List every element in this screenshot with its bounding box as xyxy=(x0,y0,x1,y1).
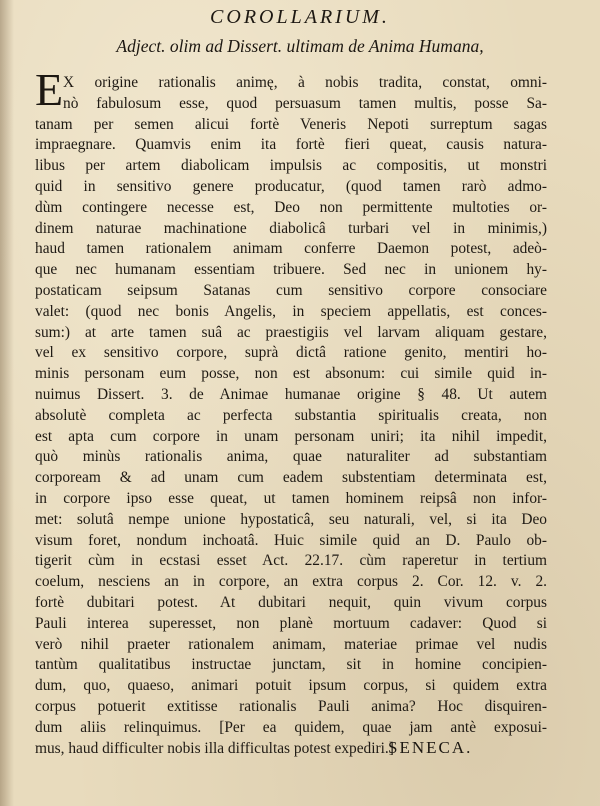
text-line: visum foret, nondum inchoatâ. Huic simile quid an D. Paulo ob- xyxy=(35,531,547,549)
text-line: X origine rationalis animę, à nobis tradita, constat, omni- xyxy=(63,74,547,91)
text-line: absolutè completa ac perfecta substantia spiritualis creata, non xyxy=(35,406,547,424)
text-line: mus, haud difficulter nobis illa difficultas potest expediri.] xyxy=(35,739,394,757)
page-subtitle: Adject. olim ad Dissert. ultimam de Anima Humana, xyxy=(116,36,484,56)
text-line: valet: (quod nec bonis Angelis, in speciem appellatis, est conces- xyxy=(35,302,547,320)
page-gutter-shadow xyxy=(0,0,14,806)
text-line: minis personam eum posse, non est absonum: cui simile quid in- xyxy=(35,365,547,383)
page-title: COROLLARIUM. xyxy=(210,6,390,28)
text-line: verò nihil praeter rationalem animam, materiae primae vel nudis xyxy=(35,635,547,653)
text-line: est apta cum corpore in unam personam uniri; ita nihil impedit, xyxy=(35,427,547,445)
catchword: SENECA. xyxy=(388,738,473,757)
text-line: postaticam seipsum Satanas cum sensitivo corpore consociare xyxy=(35,281,547,299)
text-line: coelum, nesciens an in corpore, an extra corpus 2. Cor. 12. v. 2. xyxy=(35,573,547,591)
text-line: corpus potuerit extitisse rationalis Pauli anima? Hoc disquiren- xyxy=(35,697,547,715)
text-line: impraegnare. Quamvis enim ita fortè fieri queat, causis natura- xyxy=(35,136,547,154)
text-line: dum aliis relinquimus. [Per ea quidem, quae jam antè exposui- xyxy=(35,718,547,736)
text-line: vel ex sensitivo corpore, suprà dictâ ratione genito, mentiri ho- xyxy=(35,344,547,362)
text-line: libus per artem diabolicam impulsis ac compositis, ut monstri xyxy=(35,157,547,175)
drop-cap: E xyxy=(35,64,64,115)
text-line: corpoream & ad unam cum eadem substentiam determinata est, xyxy=(35,469,547,487)
text-line: dùm contingere necesse est, Deo non permittente multoties or- xyxy=(35,198,547,216)
text-line: haud tamen rationalem animam conferre Daemon potest, adeò- xyxy=(35,240,547,258)
text-line: nò fabulosum esse, quod persuasum tamen multis, posse Sa- xyxy=(63,94,547,112)
text-line: dum, quo, quaeso, animari potuit ipsum corpus, si quidem extra xyxy=(35,677,547,695)
body-text xyxy=(35,64,547,759)
text-line: quò minùs rationalis anima, quae naturaliter ad substantiam xyxy=(35,448,547,466)
text-line: sum:) at arte tamen suâ ac praestigiis vel larvam aliquam gestare, xyxy=(35,323,547,341)
text-line: tanam per semen alicui fortè Veneris Nepoti surreptum sagas xyxy=(35,115,547,133)
text-line: dinem naturae machinatione diabolicâ turbari vel in minimis,) xyxy=(35,219,547,237)
text-line: Pauli interea superesset, non planè mortuum cadaver: Quod si xyxy=(35,614,547,632)
text-line: que nec humanam essentiam tribuere. Sed nec in unionem hy- xyxy=(35,261,547,279)
text-line: tantùm qualitatibus instructae junctam, sit in homine concipien- xyxy=(35,656,547,674)
text-line: met: solutâ nempe unione hypostaticâ, seu naturali, vel, si ita Deo xyxy=(35,510,547,528)
text-line: in corpore ipso esse queat, ut tamen hominem reipsâ non infor- xyxy=(35,489,547,507)
text-line: quid in sensitivo genere producatur, (quod tamen rarò admo- xyxy=(35,177,547,195)
text-line: nuimus Dissert. 3. de Animae humanae origine § 48. Ut autem xyxy=(35,385,547,403)
text-line: tigerit cùm in ecstasi esset Act. 22.17. cùm raperetur in tertium xyxy=(35,552,547,570)
text-line: fortè dubitari potest. At dubitari nequit, quin vivum corpus xyxy=(35,593,547,611)
